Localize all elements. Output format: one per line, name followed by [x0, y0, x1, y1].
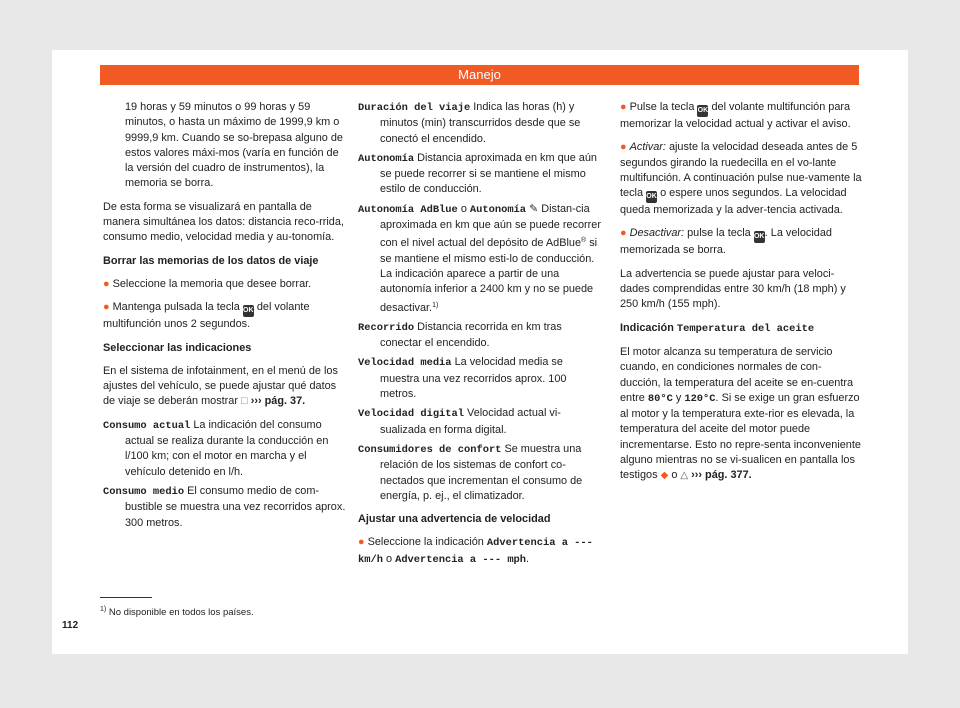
bullet-item: ● Activar: ajuste la velocidad deseada antes de 5 segundos girando la ruedecilla en el vo-lante multifunción. A continuación pulse nue-vamente la tecla OK o espere unos segundos. La velocidad queda memorizada y la adver-tencia activada.	[620, 141, 862, 217]
oil-warning-icon: ◆	[660, 470, 669, 482]
column-middle	[358, 100, 603, 576]
footnote-rule	[100, 597, 152, 598]
ok-key-icon: OK	[754, 231, 765, 243]
paragraph: El motor alcanza su temperatura de servicio cuando, en condiciones normales de con-ducción, la temperatura del aceite se en-cuentra entre 80°C y 120°C. Si se exige un gran esfuerzo al motor y la temperatura exte-rior es elevada, la temperatura del aceite del motor puede incrementarse. Esto no repre-senta inconveniente alguno mientras no se vi-sualicen en pantalla los testigos ◆ o △ ››› pág. 377.	[620, 345, 861, 482]
section-heading: Indicación Temperatura del aceite	[620, 321, 815, 335]
ok-key-icon: OK	[697, 105, 708, 117]
paragraph: 19 horas y 59 minutos o 99 horas y 59 minutos, o hasta un máximo de 1999,9 km o 9999,9 km. Cuando se so-brepasa alguno de estos valores máxi-mos (varía en función de la versión del cuadro de instrumentos), la memoria se borra.	[125, 101, 343, 190]
page-number: 112	[62, 620, 79, 631]
page-reference: ››› pág. 377.	[691, 469, 752, 482]
bullet-icon: ●	[358, 536, 365, 549]
definition-item: Duración del viaje Indica las horas (h) y minutos (min) transcurridos desde que se conectó el encendido.	[358, 101, 581, 145]
bullet-item: ● Mantenga pulsada la tecla OK del volante multifunción unos 2 segundos.	[103, 301, 310, 331]
ok-key-icon: OK	[646, 191, 657, 203]
ok-key-icon: OK	[243, 305, 254, 317]
column-left	[103, 100, 346, 535]
definition-item: Consumo actual La indicación del consumo actual se realiza durante la conducción en l/100 km; con el motor en marcha y el vehículo detenido en l/h.	[103, 418, 329, 478]
paragraph: De esta forma se visualizará en pantalla de manera simultánea los datos: distancia reco-rrida, consumo medio, velocidad media y au-tonomía.	[103, 200, 344, 244]
definition-item: Velocidad digital Velocidad actual vi-sualizada en forma digital.	[358, 407, 561, 436]
fuel-pump-icon: ✎	[529, 202, 539, 215]
section-heading: Borrar las memorias de los datos de viaje	[103, 254, 319, 267]
paragraph: La advertencia se puede ajustar para veloci-dades comprendidas entre 30 km/h (18 mph) y 250 km/h (155 mph).	[620, 267, 846, 311]
bullet-icon: ●	[620, 101, 627, 113]
book-icon: □	[241, 395, 248, 408]
chapter-header: Manejo	[100, 65, 859, 85]
section-heading: Ajustar una advertencia de velocidad	[358, 513, 551, 526]
bullet-item: ● Seleccione la memoria que desee borrar.	[103, 277, 312, 290]
definition-item: Autonomía AdBlue o Autonomía ✎ Distan-cia aproximada en km que aún se puede recorrer con el nivel actual del depósito de AdBlue® si se mantiene el mismo esti-lo de conducción. La indicación aparece a partir de una autonomía inferior a 2400 km y no se puede desactivar.$^{1)}$	[358, 202, 601, 314]
bullet-item: ● Seleccione la indicación Advertencia a --- km/h o Advertencia a --- mph.	[358, 536, 593, 566]
bullet-item: ● Desactivar: pulse la tecla OK. La velocidad memorizada se borra.	[620, 227, 832, 257]
footnote: $^{1)}$ No disponible en todos los países.	[100, 606, 254, 618]
definition-item: Recorrido Distancia recorrida en km tras conectar el encendido.	[358, 320, 562, 350]
column-right	[620, 100, 862, 492]
bullet-icon: ●	[103, 277, 110, 290]
section-heading: Seleccionar las indicaciones	[103, 341, 252, 354]
bullet-icon: ●	[620, 141, 627, 154]
page-reference: ››› pág. 37.	[250, 395, 306, 408]
definition-item: Consumo medio El consumo medio de com-bustible se muestra una vez recorridos aprox. 300 metros.	[103, 484, 346, 529]
definition-item: Autonomía Distancia aproximada en km que aún se puede recorrer si se mantiene el mismo estilo de conducción.	[358, 151, 597, 196]
paragraph: En el sistema de infotainment, en el menú de los ajustes del vehículo, se puede ajustar qué datos de viaje se deberán mostrar □ ››› pág. 37.	[103, 364, 338, 408]
temperature-warning-icon: △	[680, 470, 689, 482]
definition-item: Velocidad media La velocidad media se muestra una vez recorridos aprox. 100 metros.	[358, 356, 567, 401]
bullet-item: ● Pulse la tecla OK del volante multifunción para memorizar la velocidad actual y activar el aviso.	[620, 101, 851, 130]
bullet-icon: ●	[103, 301, 110, 314]
bullet-icon: ●	[620, 227, 627, 240]
definition-item: Consumidores de confort Se muestra una relación de los sistemas de confort co-nectados que incrementan el consumo de energía, p. ej., el climatizador.	[358, 442, 583, 502]
